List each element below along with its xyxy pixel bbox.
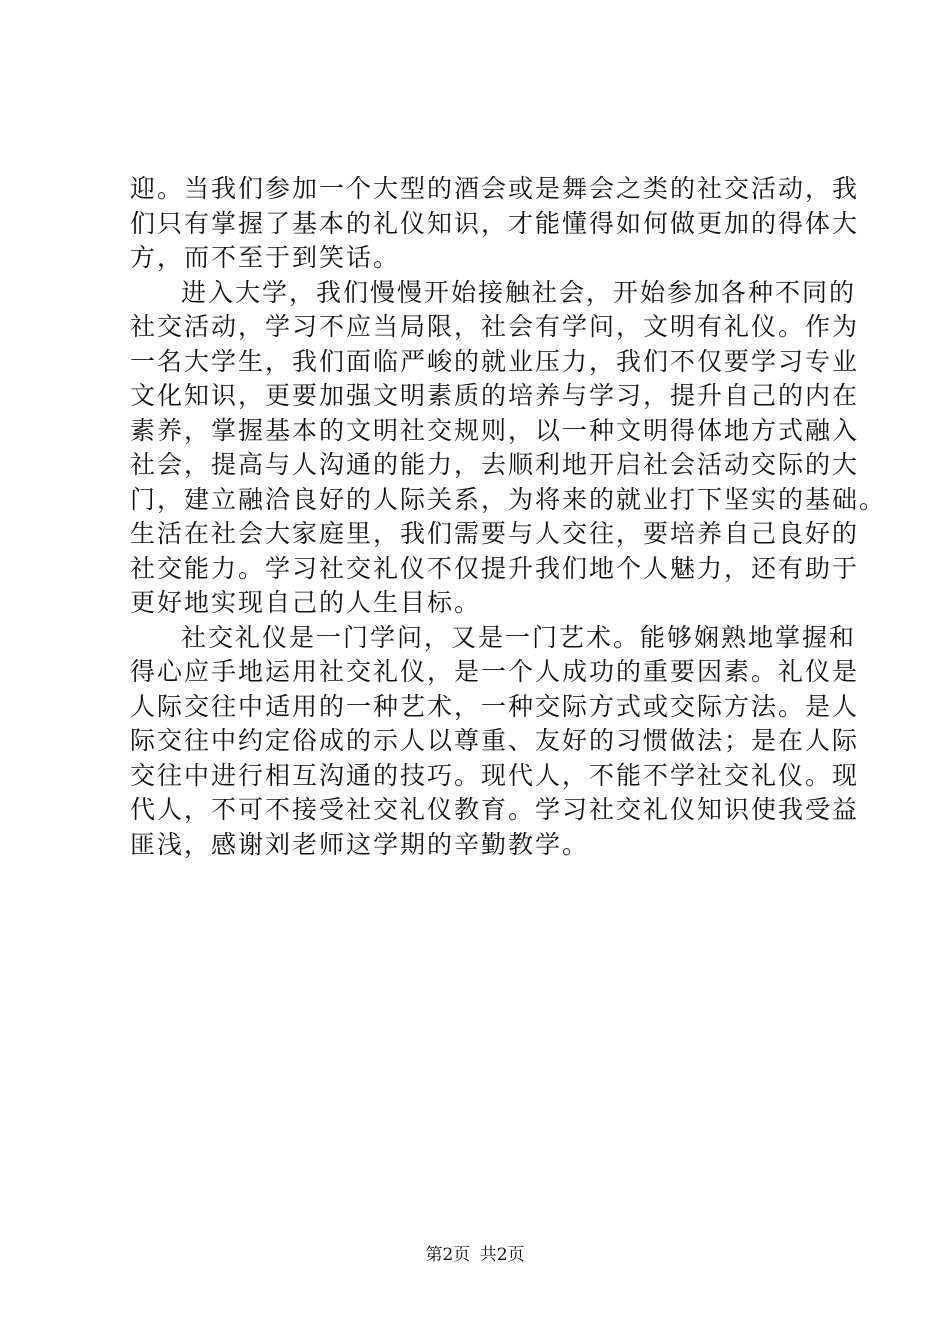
text-line: 得心应手地运用社交礼仪，是一个人成功的重要因素。礼仪是: [130, 657, 860, 686]
text-line: 进入大学，我们慢慢开始接触社会，开始参加各种不同的: [181, 277, 857, 307]
paragraph: [130, 621, 860, 863]
text-line: 方，而不至于到笑话。: [130, 243, 401, 272]
text-line: 社会，提高与人沟通的能力，去顺利地开启社会活动交际的大: [130, 450, 860, 479]
text-line: 人际交往中适用的一种艺术，一种交际方式或交际方法。是人: [130, 691, 860, 721]
text-line: 一名大学生，我们面临严峻的就业压力，我们不仅要学习专业: [130, 346, 860, 376]
paragraph: [130, 276, 887, 621]
text-line: 社交能力。学习社交礼仪不仅提升我们地个人魅力，还有助于: [130, 553, 860, 583]
text-line: 素养，掌握基本的文明社交规则，以一种文明得体地方式融入: [130, 415, 860, 445]
text-line: 社交礼仪是一门学问，又是一门艺术。能够娴熟地掌握和: [181, 622, 857, 652]
text-line: 更好地实现自己的人生目标。: [130, 588, 482, 617]
page-footer: [0, 1244, 950, 1266]
text-line: 文化知识，更要加强文明素质的培养与学习，提升自己的内在: [130, 381, 860, 410]
text-line: 生活在社会大家庭里，我们需要与人交往，要培养自己良好的: [130, 519, 860, 548]
paragraph: [130, 172, 860, 276]
page-total: 共2页: [479, 1245, 525, 1265]
page-number: 第2页: [425, 1245, 471, 1265]
document-body: [130, 172, 887, 862]
text-line: 社交活动，学习不应当局限，社会有学问，文明有礼仪。作为: [130, 312, 860, 341]
text-line: 际交往中约定俗成的示人以尊重、友好的习惯做法；是在人际: [130, 726, 860, 755]
text-line: 代人，不可不接受社交礼仪教育。学习社交礼仪知识使我受益: [130, 795, 860, 824]
text-line: 交往中进行相互沟通的技巧。现代人，不能不学社交礼仪。现: [130, 760, 860, 790]
text-line: 迎。当我们参加一个大型的酒会或是舞会之类的社交活动，我: [130, 174, 860, 203]
text-line: 门，建立融洽良好的人际关系，为将来的就业打下坚实的基础。: [130, 484, 887, 514]
text-line: 匪浅，感谢刘老师这学期的辛勤教学。: [130, 829, 590, 859]
text-line: 们只有掌握了基本的礼仪知识，才能懂得如何做更加的得体大: [130, 208, 860, 238]
